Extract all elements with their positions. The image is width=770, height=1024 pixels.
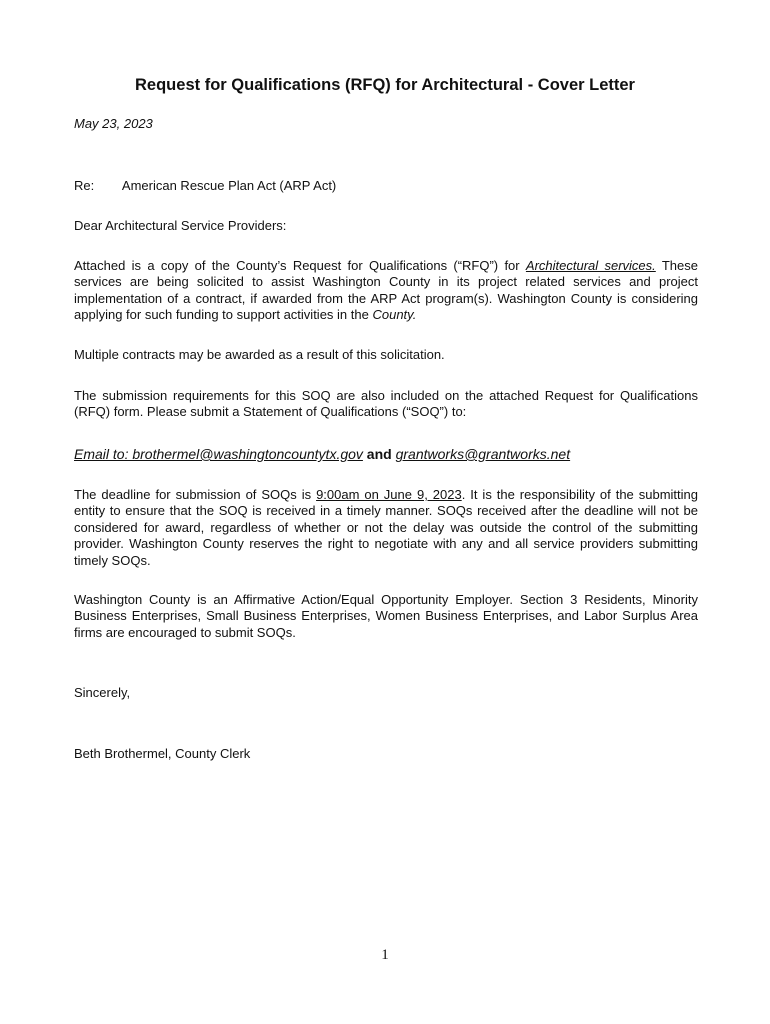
paragraph-attachment-text-1: Attached is a copy of the County’s Request for Qualifications (“RFQ”) for [74, 258, 526, 273]
paragraph-attachment [74, 258, 698, 324]
page-number: 1 [381, 947, 389, 963]
paragraph-deadline-text-1: The deadline for submission of SOQs is [74, 487, 317, 502]
paragraph-equal-opportunity: Washington County is an Affirmative Action/Equal Opportunity Employer. Section 3 Residents, Minority Business Enterprises, Small Business Enterprises, Women Business Enterprises, and Labor Surplus Area firms are encouraged to submit SOQs. [74, 592, 698, 640]
paragraph-deadline [74, 487, 698, 569]
email-instructions [74, 445, 570, 463]
architectural-services-link[interactable]: Architectural services. [525, 258, 656, 273]
letter-date: May 23, 2023 [74, 116, 153, 131]
subject-label: Re: [74, 178, 95, 193]
signer-name: Beth Brothermel, County Clerk [74, 746, 251, 761]
subject-text: American Rescue Plan Act (ARP Act) [121, 178, 337, 193]
document-title: Request for Qualifications (RFQ) for Architectural - Cover Letter [135, 76, 635, 94]
closing: Sincerely, [74, 685, 131, 700]
primary-email-link[interactable]: Email to: brothermel@washingtoncountytx.gov [74, 446, 363, 462]
salutation: Dear Architectural Service Providers: [74, 218, 287, 233]
email-conjunction: and [362, 446, 396, 462]
paragraph-attachment-italic-word: County. [372, 307, 417, 323]
subject-line [74, 178, 336, 194]
deadline-date: 9:00am on June 9, 2023 [316, 487, 462, 502]
paragraph-submission-requirements: The submission requirements for this SOQ are also included on the attached Request for Qualifications (RFQ) form. Please submit a Statement of Qualifications (“SOQ”) to: [74, 388, 698, 420]
paragraph-multiple-contracts: Multiple contracts may be awarded as a result of this solicitation. [74, 347, 445, 362]
paragraph-attachment-text-2: These services are being solicited to assist Washington County in its project related services and project implementation of a contract, if awarded from the ARP Act program(s). Washington County is considering applying for such funding to support activities in the [74, 258, 698, 323]
paragraph-deadline-text-2: . It is the responsibility of the submitting entity to ensure that the SOQ is received in a timely manner. SOQs received after the deadline will not be considered for award, regardless of whether or not the delay was outside the control of the submitting provider. Washington County reserves the right to negotiate with any and all service providers submitting timely SOQs. [74, 487, 698, 568]
secondary-email-link[interactable]: grantworks@grantworks.net [395, 446, 571, 462]
